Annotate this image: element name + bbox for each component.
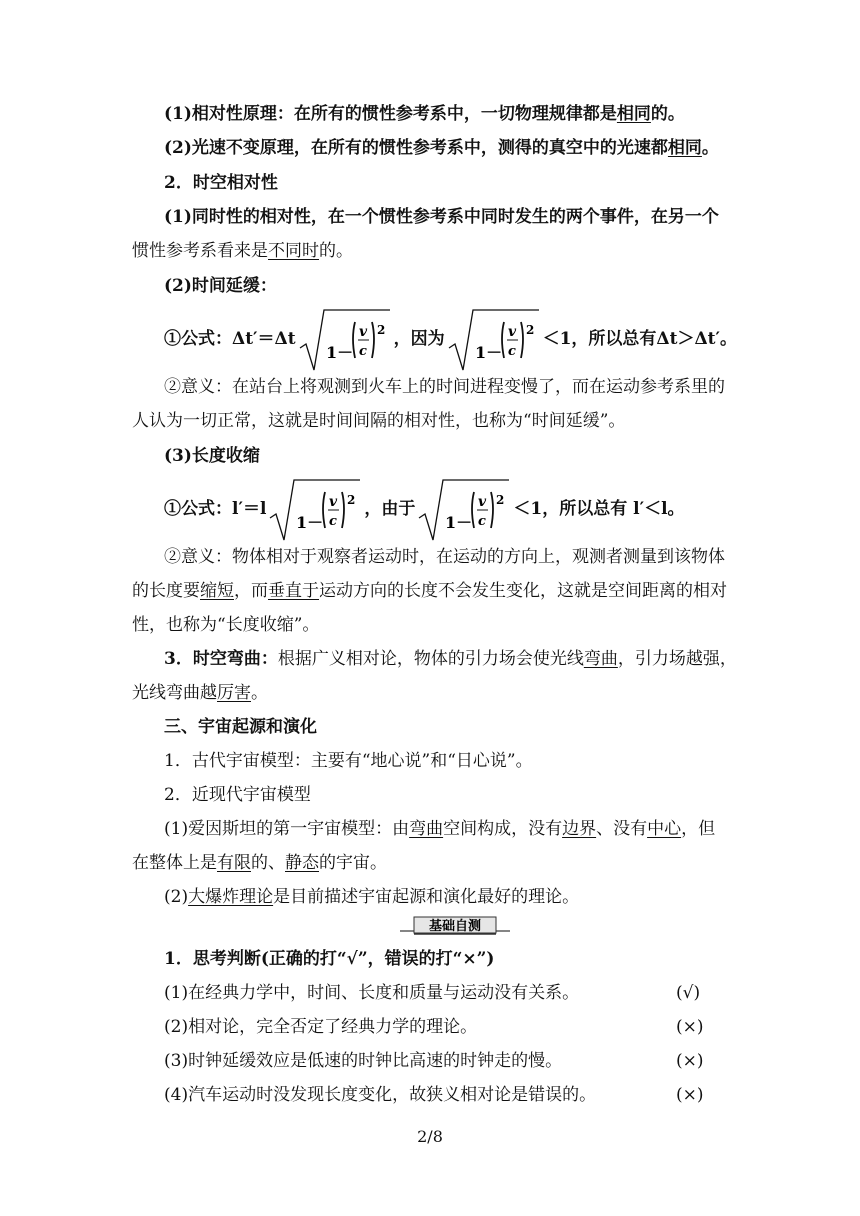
paragraph-length-meaning-1: ②意义：物体相对于观察者运动时，在运动的方向上，观测者测量到该物体 — [164, 547, 725, 567]
sqrt-factor-graphic — [447, 308, 541, 372]
svg-text:2: 2 — [347, 492, 356, 507]
paragraph-length-meaning-3: 性，也称为“长度收缩”。 — [132, 615, 320, 635]
svg-text:c: c — [358, 343, 367, 359]
svg-text:2: 2 — [376, 322, 385, 337]
answer-mark-3: (×) — [676, 1051, 704, 1071]
svg-text:1－: 1－ — [445, 512, 473, 532]
sqrt-factor-graphic — [298, 308, 392, 372]
section-badge — [400, 916, 510, 936]
sqrt-factor-graphic — [268, 478, 362, 542]
svg-text:c: c — [478, 513, 487, 529]
svg-text:1－: 1－ — [325, 342, 353, 362]
heading-length-contraction: (3)长度收缩 — [164, 446, 260, 466]
svg-text:c: c — [329, 513, 338, 529]
svg-text:1－: 1－ — [296, 512, 324, 532]
formula-length-contraction: ①公式：l′＝l 1－ v c 2 ，由于 1－ v c 2 ＜1，所以总有 l′＜l。 — [164, 474, 732, 544]
answer-mark-1: (√) — [676, 983, 701, 1003]
paragraph-spacetime-curvature-1: 3．时空弯曲：根据广义相对论，物体的引力场会使光线弯曲，引力场越强， — [164, 649, 737, 669]
page-number: 2/8 — [417, 1127, 443, 1146]
paragraph-light-speed-principle: (2)光速不变原理，在所有的惯性参考系中，测得的真空中的光速都相同。 — [164, 138, 719, 158]
svg-text:v: v — [358, 323, 367, 340]
paragraph-ancient-model: 1．古代宇宙模型：主要有“地心说”和“日心说”。 — [164, 751, 533, 771]
question-item-3: (3)时钟延缓效应是低速的时钟比高速的时钟走的慢。 (×) — [164, 1051, 704, 1071]
paragraph-relativity-principle: (1)相对性原理：在所有的惯性参考系中，一切物理规律都是相同的。 — [164, 104, 685, 124]
badge-frame-graphic — [400, 916, 510, 936]
heading-spacetime-relativity: 2．时空相对性 — [164, 173, 278, 193]
heading-modern-model: 2．近现代宇宙模型 — [164, 785, 311, 805]
paragraph-time-dilation-meaning-1: ②意义：在站台上将观测到火车上的时间进程变慢了，而在运动参考系里的 — [164, 377, 725, 397]
badge-label: 基础自测 — [428, 919, 482, 934]
answer-mark-4: (×) — [676, 1085, 704, 1105]
heading-time-dilation: (2)时间延缓： — [164, 276, 277, 296]
question-item-2: (2)相对论，完全否定了经典力学的理论。 (×) — [164, 1017, 704, 1037]
paragraph-spacetime-curvature-2: 光线弯曲越厉害。 — [132, 683, 268, 703]
svg-text:c: c — [507, 343, 516, 359]
formula-time-dilation: ①公式：Δt′＝Δt 1－ v c 2 ，因为 1－ v c 2 ＜1，所以总有Δt＞Δt′。 — [164, 304, 732, 374]
question-heading: 1．思考判断(正确的打“√”，错误的打“×”) — [164, 949, 495, 969]
svg-text:v: v — [329, 493, 338, 510]
svg-text:v: v — [478, 493, 487, 510]
paragraph-time-dilation-meaning-2: 人认为一切正常，这就是时间间隔的相对性，也称为“时间延缓”。 — [132, 411, 626, 431]
answer-mark-2: (×) — [676, 1017, 704, 1037]
svg-text:2: 2 — [525, 322, 534, 337]
heading-universe-origin: 三、宇宙起源和演化 — [164, 717, 317, 737]
sqrt-factor-graphic — [417, 478, 511, 542]
paragraph-einstein-model-2: 在整体上是有限的、静态的宇宙。 — [132, 853, 387, 873]
paragraph-length-meaning-2: 的长度要缩短，而垂直于运动方向的长度不会发生变化，这就是空间距离的相对 — [132, 581, 727, 601]
svg-text:2: 2 — [496, 492, 505, 507]
paragraph-simultaneity-2: 惯性参考系看来是不同时的。 — [132, 241, 353, 261]
svg-text:1－: 1－ — [474, 342, 502, 362]
question-item-1: (1)在经典力学中，时间、长度和质量与运动没有关系。 (√) — [164, 983, 701, 1003]
paragraph-einstein-model-1: (1)爱因斯坦的第一宇宙模型：由弯曲空间构成，没有边界、没有中心，但 — [164, 819, 716, 839]
paragraph-simultaneity-1: (1)同时性的相对性，在一个惯性参考系中同时发生的两个事件，在另一个 — [164, 207, 719, 227]
question-item-4: (4)汽车运动时没发现长度变化，故狭义相对论是错误的。 (×) — [164, 1085, 704, 1105]
svg-text:v: v — [507, 323, 516, 340]
paragraph-big-bang: (2)大爆炸理论是目前描述宇宙起源和演化最好的理论。 — [164, 887, 580, 907]
